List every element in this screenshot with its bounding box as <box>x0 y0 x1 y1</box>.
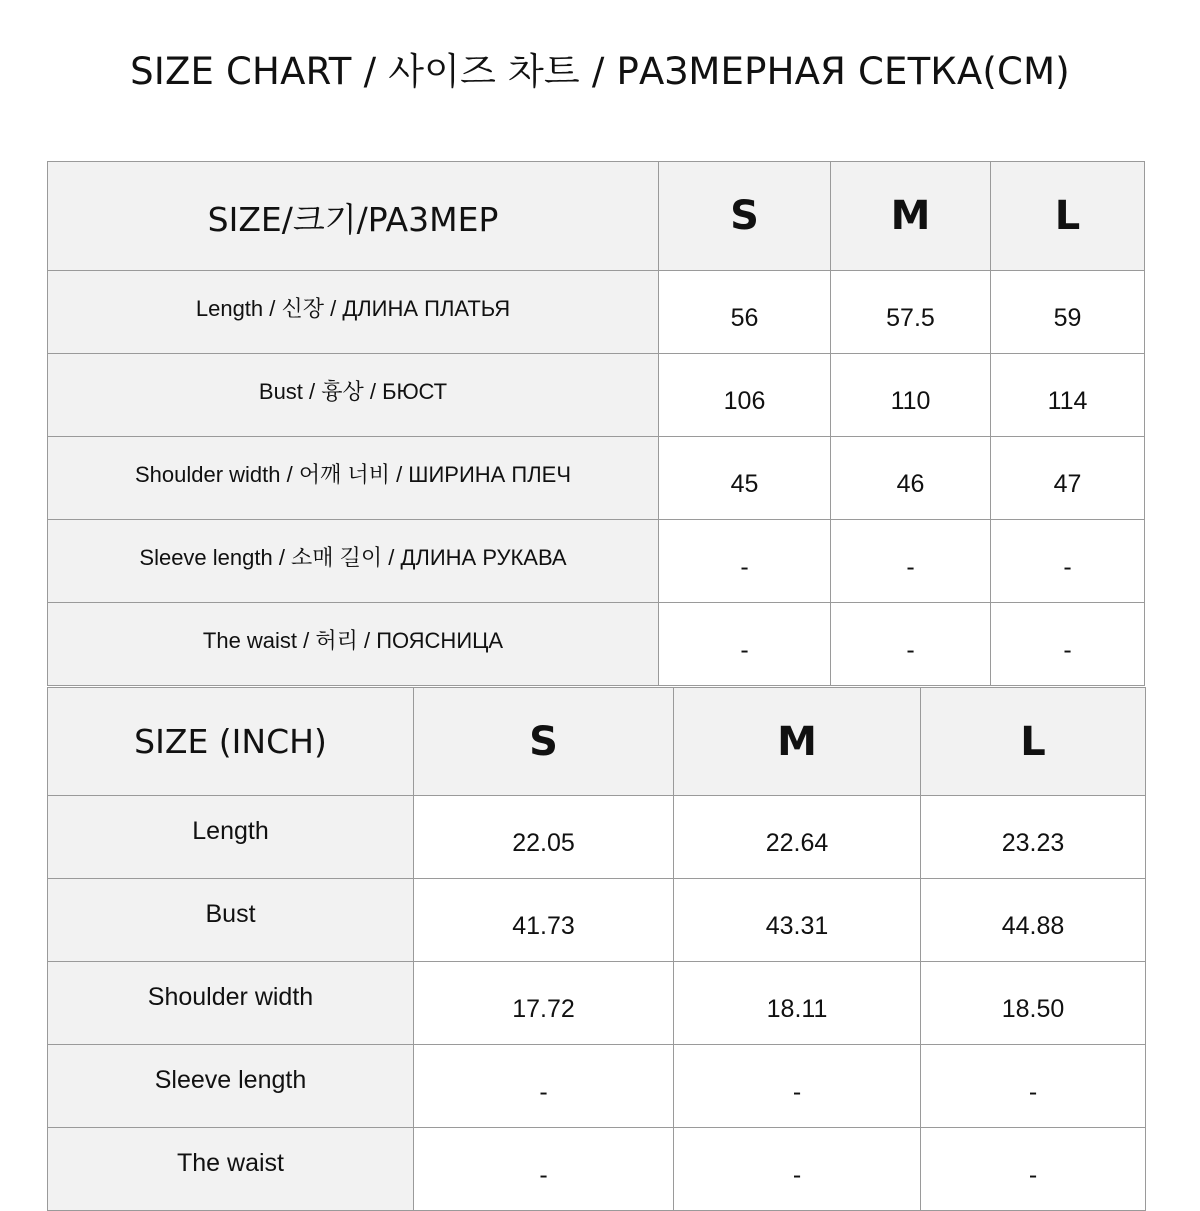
cell-m: 110 <box>831 354 991 437</box>
row-label: Bust <box>48 879 414 962</box>
cell-s: 41.73 <box>414 879 674 962</box>
cell-l: - <box>991 603 1145 686</box>
cell-m: 43.31 <box>674 879 921 962</box>
size-table-inch <box>47 687 1146 1211</box>
table-row-length <box>48 271 1145 354</box>
row-label: Length / 신장 / ДЛИНА ПЛАТЬЯ <box>48 271 659 354</box>
cell-m: - <box>831 603 991 686</box>
cell-l: - <box>991 520 1145 603</box>
cell-m: 22.64 <box>674 796 921 879</box>
cell-s: - <box>659 520 831 603</box>
size-header-m: M <box>674 688 921 796</box>
cell-s: - <box>414 1128 674 1211</box>
size-header-l: L <box>921 688 1146 796</box>
table-row-bust <box>48 879 1146 962</box>
cell-s: 56 <box>659 271 831 354</box>
row-label: Sleeve length <box>48 1045 414 1128</box>
page-title: SIZE CHART / 사이즈 차트 / РАЗМЕРНАЯ СЕТКА(CM) <box>130 50 1070 93</box>
cell-l: - <box>921 1128 1146 1211</box>
size-header-m: M <box>831 162 991 271</box>
cell-s: - <box>659 603 831 686</box>
row-label: Shoulder width / 어깨 너비 / ШИРИНА ПЛЕЧ <box>48 437 659 520</box>
cell-l: 44.88 <box>921 879 1146 962</box>
cell-l: 114 <box>991 354 1145 437</box>
row-label: Shoulder width <box>48 962 414 1045</box>
cell-l: 59 <box>991 271 1145 354</box>
cell-l: 18.50 <box>921 962 1146 1045</box>
cell-s: 22.05 <box>414 796 674 879</box>
table-header-row <box>48 162 1145 271</box>
size-table-cm <box>47 161 1145 686</box>
cell-m: - <box>674 1045 921 1128</box>
table-row-shoulder-width <box>48 437 1145 520</box>
cell-m: - <box>831 520 991 603</box>
cell-m: 46 <box>831 437 991 520</box>
row-label: The waist / 허리 / ПОЯСНИЦА <box>48 603 659 686</box>
size-header-s: S <box>659 162 831 271</box>
size-header-label: SIZE/크기/PA3MEP <box>48 162 659 271</box>
table-row-sleeve-length <box>48 1045 1146 1128</box>
table-row-sleeve-length <box>48 520 1145 603</box>
table-row-shoulder-width <box>48 962 1146 1045</box>
cell-s: - <box>414 1045 674 1128</box>
cell-s: 17.72 <box>414 962 674 1045</box>
cell-m: 57.5 <box>831 271 991 354</box>
cell-m: 18.11 <box>674 962 921 1045</box>
table-header-row <box>48 688 1146 796</box>
size-header-l: L <box>991 162 1145 271</box>
table-row-waist <box>48 603 1145 686</box>
cell-l: 47 <box>991 437 1145 520</box>
row-label: Sleeve length / 소매 길이 / ДЛИНА РУКАВА <box>48 520 659 603</box>
table-row-length <box>48 796 1146 879</box>
table-row-bust <box>48 354 1145 437</box>
row-label: The waist <box>48 1128 414 1211</box>
cell-l: 23.23 <box>921 796 1146 879</box>
row-label: Length <box>48 796 414 879</box>
cell-m: - <box>674 1128 921 1211</box>
size-header-label: SIZE (INCH) <box>48 688 414 796</box>
table-row-waist <box>48 1128 1146 1211</box>
cell-s: 106 <box>659 354 831 437</box>
cell-s: 45 <box>659 437 831 520</box>
size-header-s: S <box>414 688 674 796</box>
cell-l: - <box>921 1045 1146 1128</box>
row-label: Bust / 흉상 / БЮСТ <box>48 354 659 437</box>
